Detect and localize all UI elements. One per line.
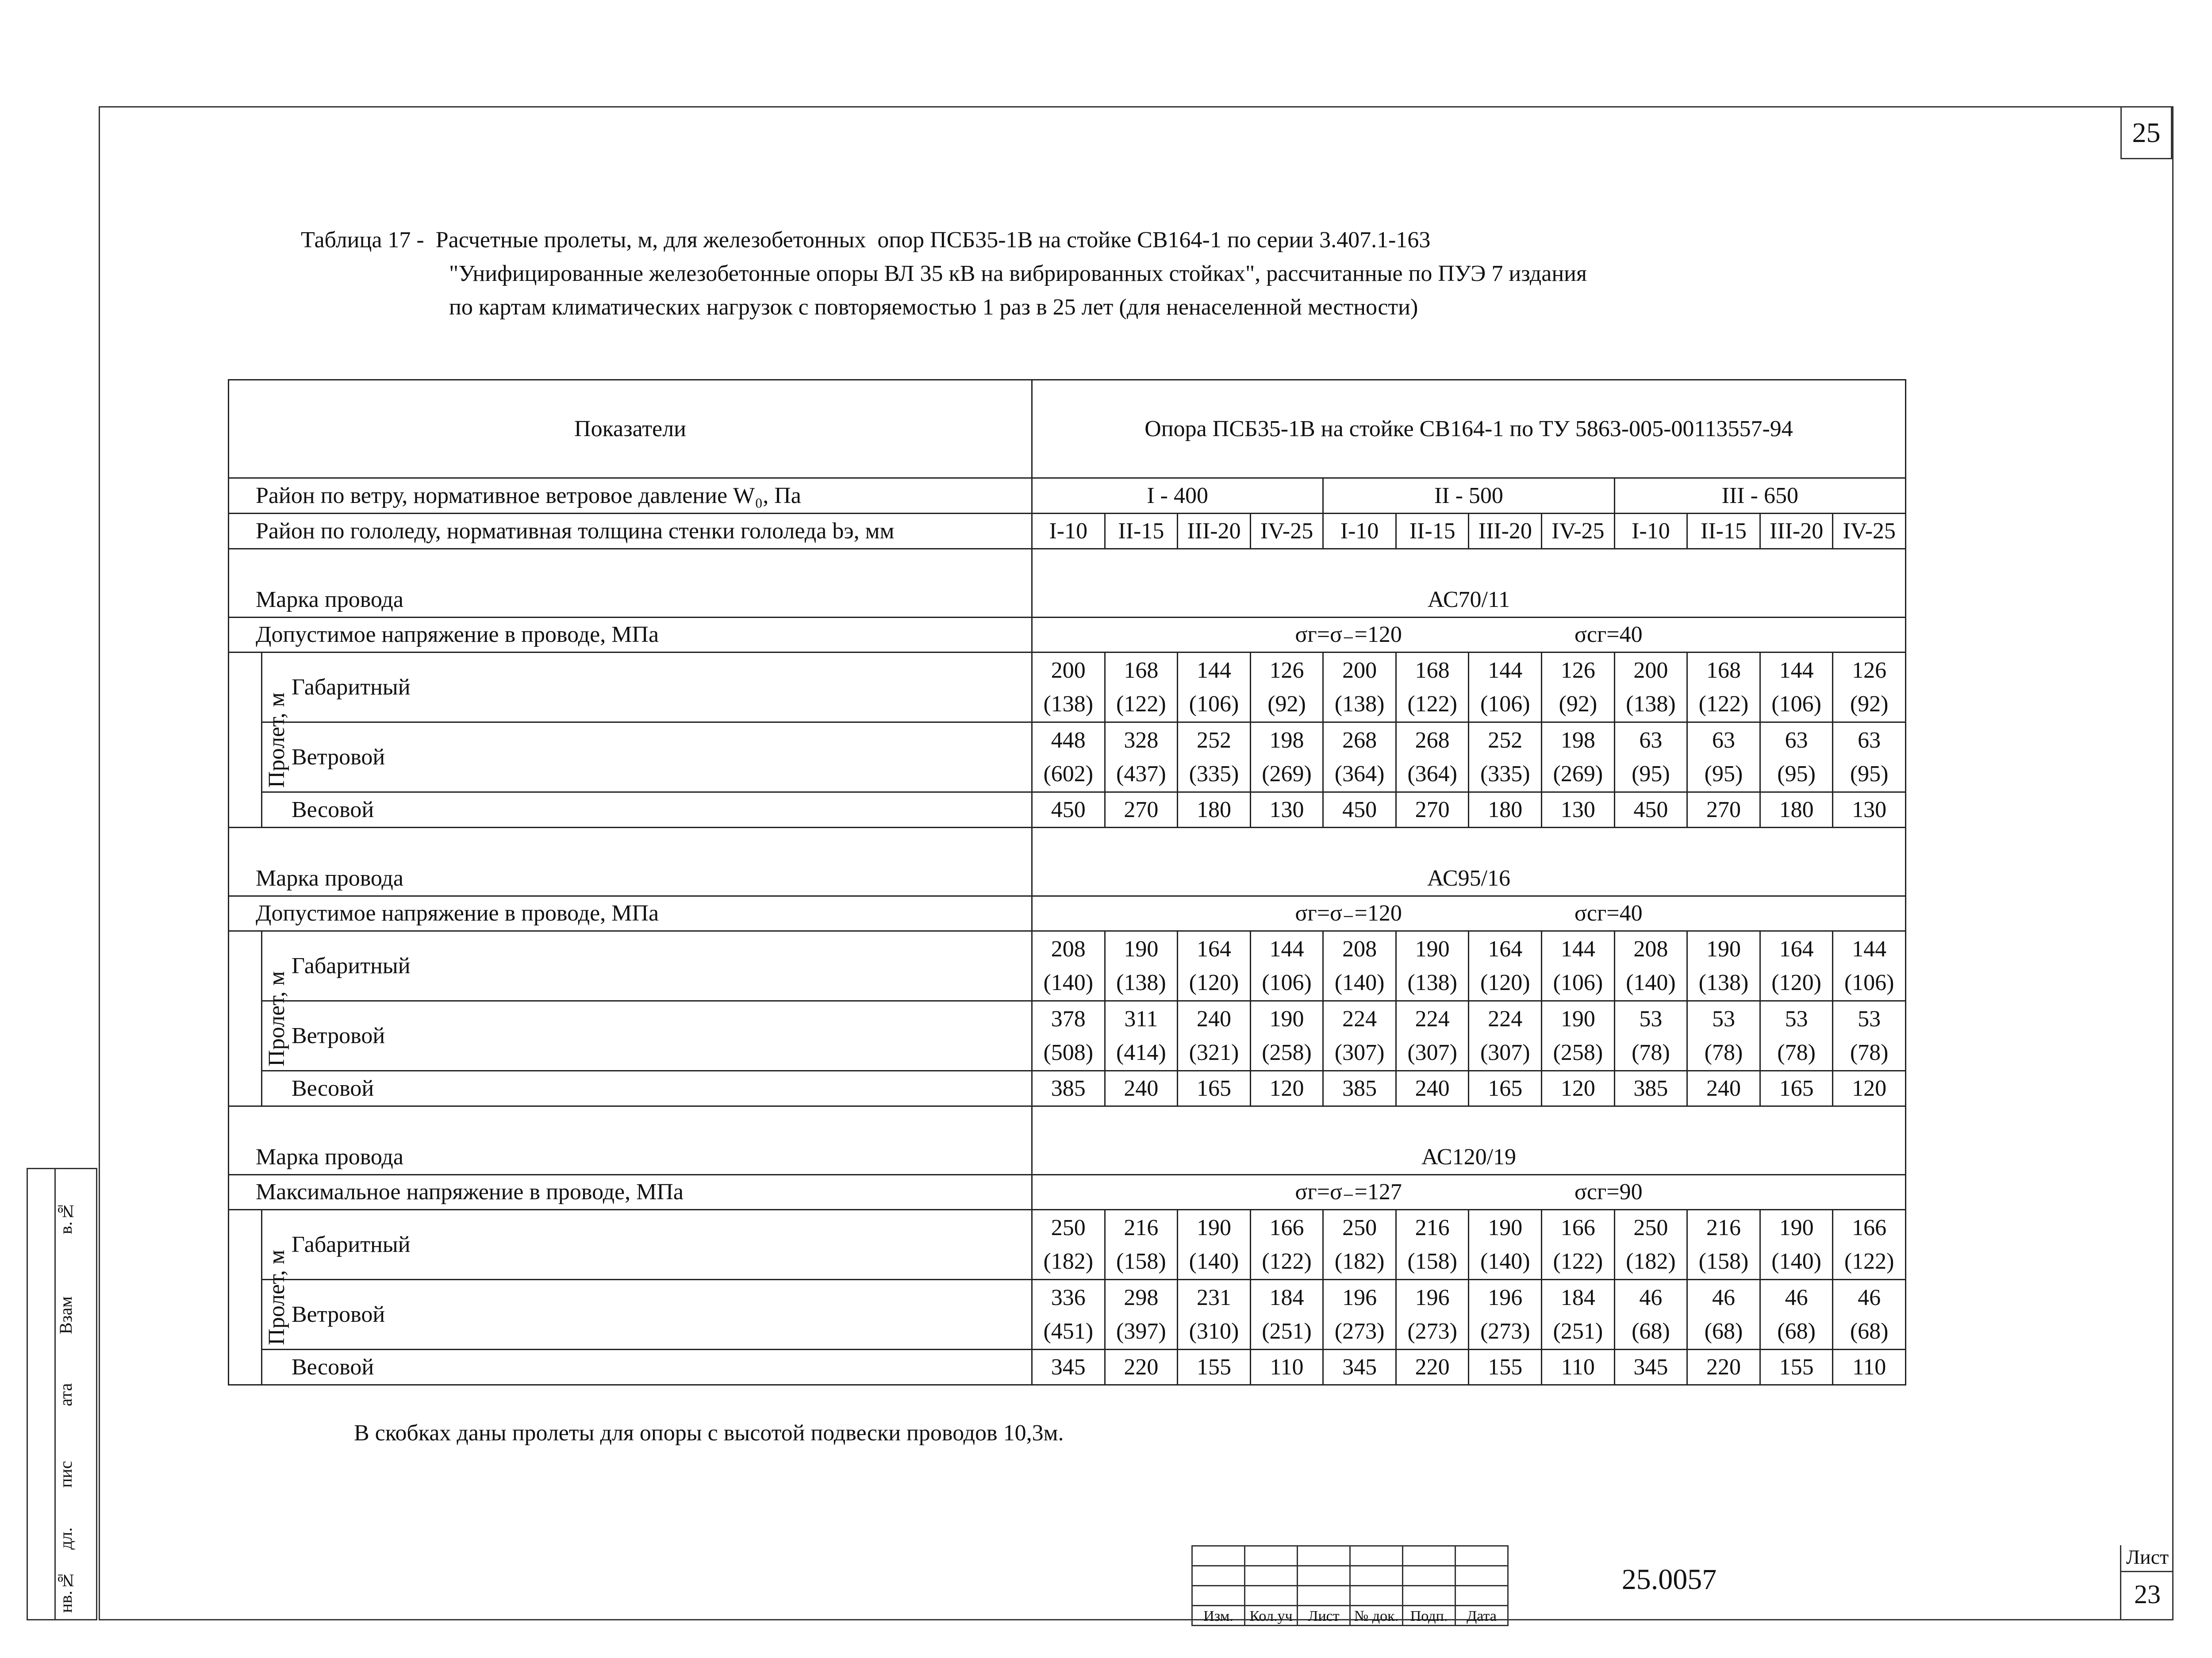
weight-value: 180 xyxy=(1760,792,1833,828)
weight-value: 120 xyxy=(1833,1071,1906,1106)
gabarit-value: 168 (122) xyxy=(1105,652,1178,722)
weight-value: 385 xyxy=(1032,1071,1105,1106)
weight-value: 155 xyxy=(1178,1350,1251,1385)
wind-value: 252 (335) xyxy=(1178,722,1251,792)
weight-value: 450 xyxy=(1614,792,1687,828)
ice-region: II-15 xyxy=(1396,514,1469,549)
weight-value: 345 xyxy=(1032,1350,1105,1385)
wind-value: 63 (95) xyxy=(1833,722,1906,792)
gabarit-value: 166 (122) xyxy=(1250,1210,1323,1280)
stamp-col-label: Лист xyxy=(1298,1606,1350,1626)
stress-1: σг=σ₋=127 xyxy=(1295,1179,1402,1205)
weight-value: 270 xyxy=(1105,792,1178,828)
wire-mark-label: Марка провода xyxy=(229,1106,1032,1175)
stamp-col-label: Изм. xyxy=(1192,1606,1245,1626)
ice-region: IV-25 xyxy=(1833,514,1906,549)
wind-value: 311 (414) xyxy=(1105,1001,1178,1071)
gabarit-value: 250 (182) xyxy=(1614,1210,1687,1280)
gabarit-value: 144 (106) xyxy=(1178,652,1251,722)
ice-region: IV-25 xyxy=(1542,514,1615,549)
gabarit-value: 144 (106) xyxy=(1542,931,1615,1001)
ice-region-label: Район по гололеду, нормативная толщина стенки гололеда bэ, мм xyxy=(229,514,1032,549)
wind-value: 378 (508) xyxy=(1032,1001,1105,1071)
wind-value: 240 (321) xyxy=(1178,1001,1251,1071)
ice-region: I-10 xyxy=(1614,514,1687,549)
wind-region: II - 500 xyxy=(1323,478,1614,514)
weight-value: 450 xyxy=(1323,792,1396,828)
wind-value: 53 (78) xyxy=(1833,1001,1906,1071)
gabarit-value: 250 (182) xyxy=(1032,1210,1105,1280)
sheet-label: Лист xyxy=(2121,1545,2174,1572)
weight-value: 180 xyxy=(1178,792,1251,828)
weight-value: 385 xyxy=(1614,1071,1687,1106)
caption-line-1: Таблица 17 - Расчетные пролеты, м, для железобетонных опор ПСБ35-1В на стойке СВ164-1 по серии 3.407.1-163 xyxy=(301,227,1431,253)
wind-value: 53 (78) xyxy=(1760,1001,1833,1071)
gabarit-value: 144 (106) xyxy=(1760,652,1833,722)
wire-mark: АС95/16 xyxy=(1032,828,1906,896)
stress-values xyxy=(1032,896,1906,931)
gabarit-value: 168 (122) xyxy=(1687,652,1760,722)
weight-value: 130 xyxy=(1542,792,1615,828)
gabarit-value: 216 (158) xyxy=(1396,1210,1469,1280)
stamp-col-label: № док. xyxy=(1350,1606,1403,1626)
table-row xyxy=(229,1280,1906,1350)
gabarit-value: 166 (122) xyxy=(1542,1210,1615,1280)
span-label xyxy=(229,1210,289,1385)
table-caption xyxy=(301,223,1587,324)
table-row xyxy=(229,549,1906,618)
weight-value: 270 xyxy=(1687,792,1760,828)
gabarit-value: 216 (158) xyxy=(1105,1210,1178,1280)
page-number: 25 xyxy=(2120,106,2172,159)
wind-value: 224 (307) xyxy=(1469,1001,1542,1071)
approval-strip xyxy=(27,1168,97,1620)
wind-value: 46 (68) xyxy=(1687,1280,1760,1350)
document-number: 25.0057 xyxy=(1621,1563,1717,1596)
weight-value: 240 xyxy=(1687,1071,1760,1106)
wind-value: 231 (310) xyxy=(1178,1280,1251,1350)
table-row xyxy=(229,931,1906,1001)
weight-value: 180 xyxy=(1469,792,1542,828)
stress-values xyxy=(1032,1175,1906,1210)
weight-value: 345 xyxy=(1614,1350,1687,1385)
stress-label: Допустимое напряжение в проводе, МПа xyxy=(229,896,1032,931)
wind-value: 198 (269) xyxy=(1542,722,1615,792)
gabarit-value: 164 (120) xyxy=(1760,931,1833,1001)
table-row xyxy=(229,792,1906,828)
gabarit-value: 208 (140) xyxy=(1323,931,1396,1001)
wind-value: 268 (364) xyxy=(1323,722,1396,792)
span-label-text: Пролет, м xyxy=(264,692,289,788)
wind-value: 328 (437) xyxy=(1105,722,1178,792)
gabarit-value: 144 (106) xyxy=(1250,931,1323,1001)
stress-2: σсг=40 xyxy=(1574,901,1643,926)
strip-label-5: дл. xyxy=(56,1527,76,1550)
header-indicators: Показатели xyxy=(229,380,1032,478)
stress-1: σг=σ₋=120 xyxy=(1295,901,1402,926)
weight-value: 165 xyxy=(1469,1071,1542,1106)
wind-region: III - 650 xyxy=(1614,478,1905,514)
wind-value: 252 (335) xyxy=(1469,722,1542,792)
spans-table xyxy=(228,379,1906,1386)
table-row xyxy=(229,1350,1906,1385)
strip-label-6: нв.№ xyxy=(56,1570,76,1613)
gabarit-value: 126 (92) xyxy=(1542,652,1615,722)
wind-value: 448 (602) xyxy=(1032,722,1105,792)
strip-label-4: пис xyxy=(56,1461,76,1488)
wind-value: 184 (251) xyxy=(1250,1280,1323,1350)
stress-label: Максимальное напряжение в проводе, МПа xyxy=(229,1175,1032,1210)
wind-value: 63 (95) xyxy=(1687,722,1760,792)
weight-value: 120 xyxy=(1250,1071,1323,1106)
table-row xyxy=(229,828,1906,896)
wind-value: 298 (397) xyxy=(1105,1280,1178,1350)
span-label xyxy=(229,931,289,1106)
gabarit-value: 126 (92) xyxy=(1250,652,1323,722)
gabarit-value: 168 (122) xyxy=(1396,652,1469,722)
wind-value: 224 (307) xyxy=(1396,1001,1469,1071)
revision-grid xyxy=(1191,1545,1509,1626)
stress-values xyxy=(1032,618,1906,652)
ice-region: II-15 xyxy=(1105,514,1178,549)
weight-value: 240 xyxy=(1396,1071,1469,1106)
gabarit-value: 208 (140) xyxy=(1032,931,1105,1001)
row-weight-label: Весовой xyxy=(262,792,1032,828)
sheet-number: 23 xyxy=(2134,1580,2161,1609)
stress-1: σг=σ₋=120 xyxy=(1295,622,1402,647)
wind-region-label: Район по ветру, нормативное ветровое давление W₀, Па xyxy=(229,478,1032,514)
title-block xyxy=(1191,1545,2174,1624)
row-wind-label: Ветровой xyxy=(262,1280,1032,1350)
row-weight-label: Весовой xyxy=(262,1350,1032,1385)
stress-label: Допустимое напряжение в проводе, МПа xyxy=(229,618,1032,652)
gabarit-value: 190 (140) xyxy=(1760,1210,1833,1280)
row-wind-label: Ветровой xyxy=(262,722,1032,792)
gabarit-value: 190 (138) xyxy=(1105,931,1178,1001)
wind-value: 196 (273) xyxy=(1396,1280,1469,1350)
header-support: Опора ПСБ35-1В на стойке СВ164-1 по ТУ 5863-005-00113557-94 xyxy=(1032,380,1906,478)
wind-value: 198 (269) xyxy=(1250,722,1323,792)
weight-value: 130 xyxy=(1250,792,1323,828)
gabarit-value: 190 (140) xyxy=(1178,1210,1251,1280)
table-row xyxy=(229,1071,1906,1106)
weight-value: 270 xyxy=(1396,792,1469,828)
wind-value: 53 (78) xyxy=(1687,1001,1760,1071)
weight-value: 240 xyxy=(1105,1071,1178,1106)
table-row xyxy=(229,1175,1906,1210)
wind-value: 224 (307) xyxy=(1323,1001,1396,1071)
ice-region: III-20 xyxy=(1178,514,1251,549)
wind-value: 196 (273) xyxy=(1323,1280,1396,1350)
gabarit-value: 144 (106) xyxy=(1833,931,1906,1001)
weight-value: 120 xyxy=(1542,1071,1615,1106)
weight-value: 155 xyxy=(1760,1350,1833,1385)
gabarit-value: 190 (138) xyxy=(1396,931,1469,1001)
gabarit-value: 126 (92) xyxy=(1833,652,1906,722)
table-row xyxy=(229,896,1906,931)
gabarit-value: 200 (138) xyxy=(1032,652,1105,722)
gabarit-value: 166 (122) xyxy=(1833,1210,1906,1280)
wind-region: I - 400 xyxy=(1032,478,1323,514)
gabarit-value: 164 (120) xyxy=(1469,931,1542,1001)
table-row xyxy=(229,1001,1906,1071)
gabarit-value: 200 (138) xyxy=(1614,652,1687,722)
weight-value: 385 xyxy=(1323,1071,1396,1106)
weight-value: 345 xyxy=(1323,1350,1396,1385)
weight-value: 220 xyxy=(1396,1350,1469,1385)
table-row xyxy=(229,1106,1906,1175)
ice-region: III-20 xyxy=(1469,514,1542,549)
table-row xyxy=(229,652,1906,722)
table-row xyxy=(229,1210,1906,1280)
table-row xyxy=(229,380,1906,478)
ice-region: II-15 xyxy=(1687,514,1760,549)
table-row xyxy=(229,514,1906,549)
weight-value: 165 xyxy=(1760,1071,1833,1106)
gabarit-value: 144 (106) xyxy=(1469,652,1542,722)
wind-value: 196 (273) xyxy=(1469,1280,1542,1350)
caption-line-2: "Унифицированные железобетонные опоры ВЛ 35 кВ на вибрированных стойках", рассчитанные по ПУЭ 7 издания xyxy=(449,261,1587,286)
wind-value: 184 (251) xyxy=(1542,1280,1615,1350)
gabarit-value: 208 (140) xyxy=(1614,931,1687,1001)
wind-value: 53 (78) xyxy=(1614,1001,1687,1071)
gabarit-value: 216 (158) xyxy=(1687,1210,1760,1280)
wind-value: 268 (364) xyxy=(1396,722,1469,792)
stress-2: σсг=90 xyxy=(1574,1179,1643,1205)
ice-region: III-20 xyxy=(1760,514,1833,549)
row-gabarit-label: Габаритный xyxy=(262,1210,1032,1280)
strip-label-2: Взам xyxy=(56,1296,76,1334)
gabarit-value: 190 (138) xyxy=(1687,931,1760,1001)
wire-mark-label: Марка провода xyxy=(229,828,1032,896)
span-label-text: Пролет, м xyxy=(264,1249,289,1345)
weight-value: 220 xyxy=(1105,1350,1178,1385)
gabarit-value: 200 (138) xyxy=(1323,652,1396,722)
gabarit-value: 190 (140) xyxy=(1469,1210,1542,1280)
stamp-col-label: Подп. xyxy=(1403,1606,1455,1626)
span-label-text: Пролет, м xyxy=(264,971,289,1067)
wind-value: 63 (95) xyxy=(1760,722,1833,792)
footnote: В скобках даны пролеты для опоры с высотой подвески проводов 10,3м. xyxy=(354,1420,1064,1446)
weight-value: 450 xyxy=(1032,792,1105,828)
wire-mark-label: Марка провода xyxy=(229,549,1032,618)
wind-value: 190 (258) xyxy=(1542,1001,1615,1071)
wind-value: 336 (451) xyxy=(1032,1280,1105,1350)
ice-region: I-10 xyxy=(1032,514,1105,549)
caption-line-3: по картам климатических нагрузок с повторяемостью 1 раз в 25 лет (для ненаселенной местности) xyxy=(449,295,1418,320)
table-row xyxy=(229,722,1906,792)
weight-value: 130 xyxy=(1833,792,1906,828)
weight-value: 110 xyxy=(1250,1350,1323,1385)
table-row xyxy=(229,478,1906,514)
stress-2: σсг=40 xyxy=(1574,622,1643,647)
ice-region: IV-25 xyxy=(1250,514,1323,549)
wind-value: 46 (68) xyxy=(1833,1280,1906,1350)
row-gabarit-label: Габаритный xyxy=(262,652,1032,722)
span-label xyxy=(229,652,289,828)
strip-label-1: в.№ xyxy=(56,1201,76,1234)
stamp-col-label: Кол.уч xyxy=(1245,1606,1298,1626)
weight-value: 155 xyxy=(1469,1350,1542,1385)
gabarit-value: 250 (182) xyxy=(1323,1210,1396,1280)
wind-value: 63 (95) xyxy=(1614,722,1687,792)
weight-value: 165 xyxy=(1178,1071,1251,1106)
wind-value: 46 (68) xyxy=(1760,1280,1833,1350)
table-row xyxy=(229,618,1906,652)
stamp-col-label: Дата xyxy=(1455,1606,1508,1626)
sheet-box xyxy=(2120,1545,2174,1620)
row-wind-label: Ветровой xyxy=(262,1001,1032,1071)
ice-region: I-10 xyxy=(1323,514,1396,549)
strip-label-3: ата xyxy=(56,1383,76,1407)
weight-value: 110 xyxy=(1542,1350,1615,1385)
weight-value: 220 xyxy=(1687,1350,1760,1385)
wind-value: 190 (258) xyxy=(1250,1001,1323,1071)
weight-value: 110 xyxy=(1833,1350,1906,1385)
row-weight-label: Весовой xyxy=(262,1071,1032,1106)
gabarit-value: 164 (120) xyxy=(1178,931,1251,1001)
wire-mark: АС120/19 xyxy=(1032,1106,1906,1175)
wire-mark: АС70/11 xyxy=(1032,549,1906,618)
row-gabarit-label: Габаритный xyxy=(262,931,1032,1001)
wind-value: 46 (68) xyxy=(1614,1280,1687,1350)
